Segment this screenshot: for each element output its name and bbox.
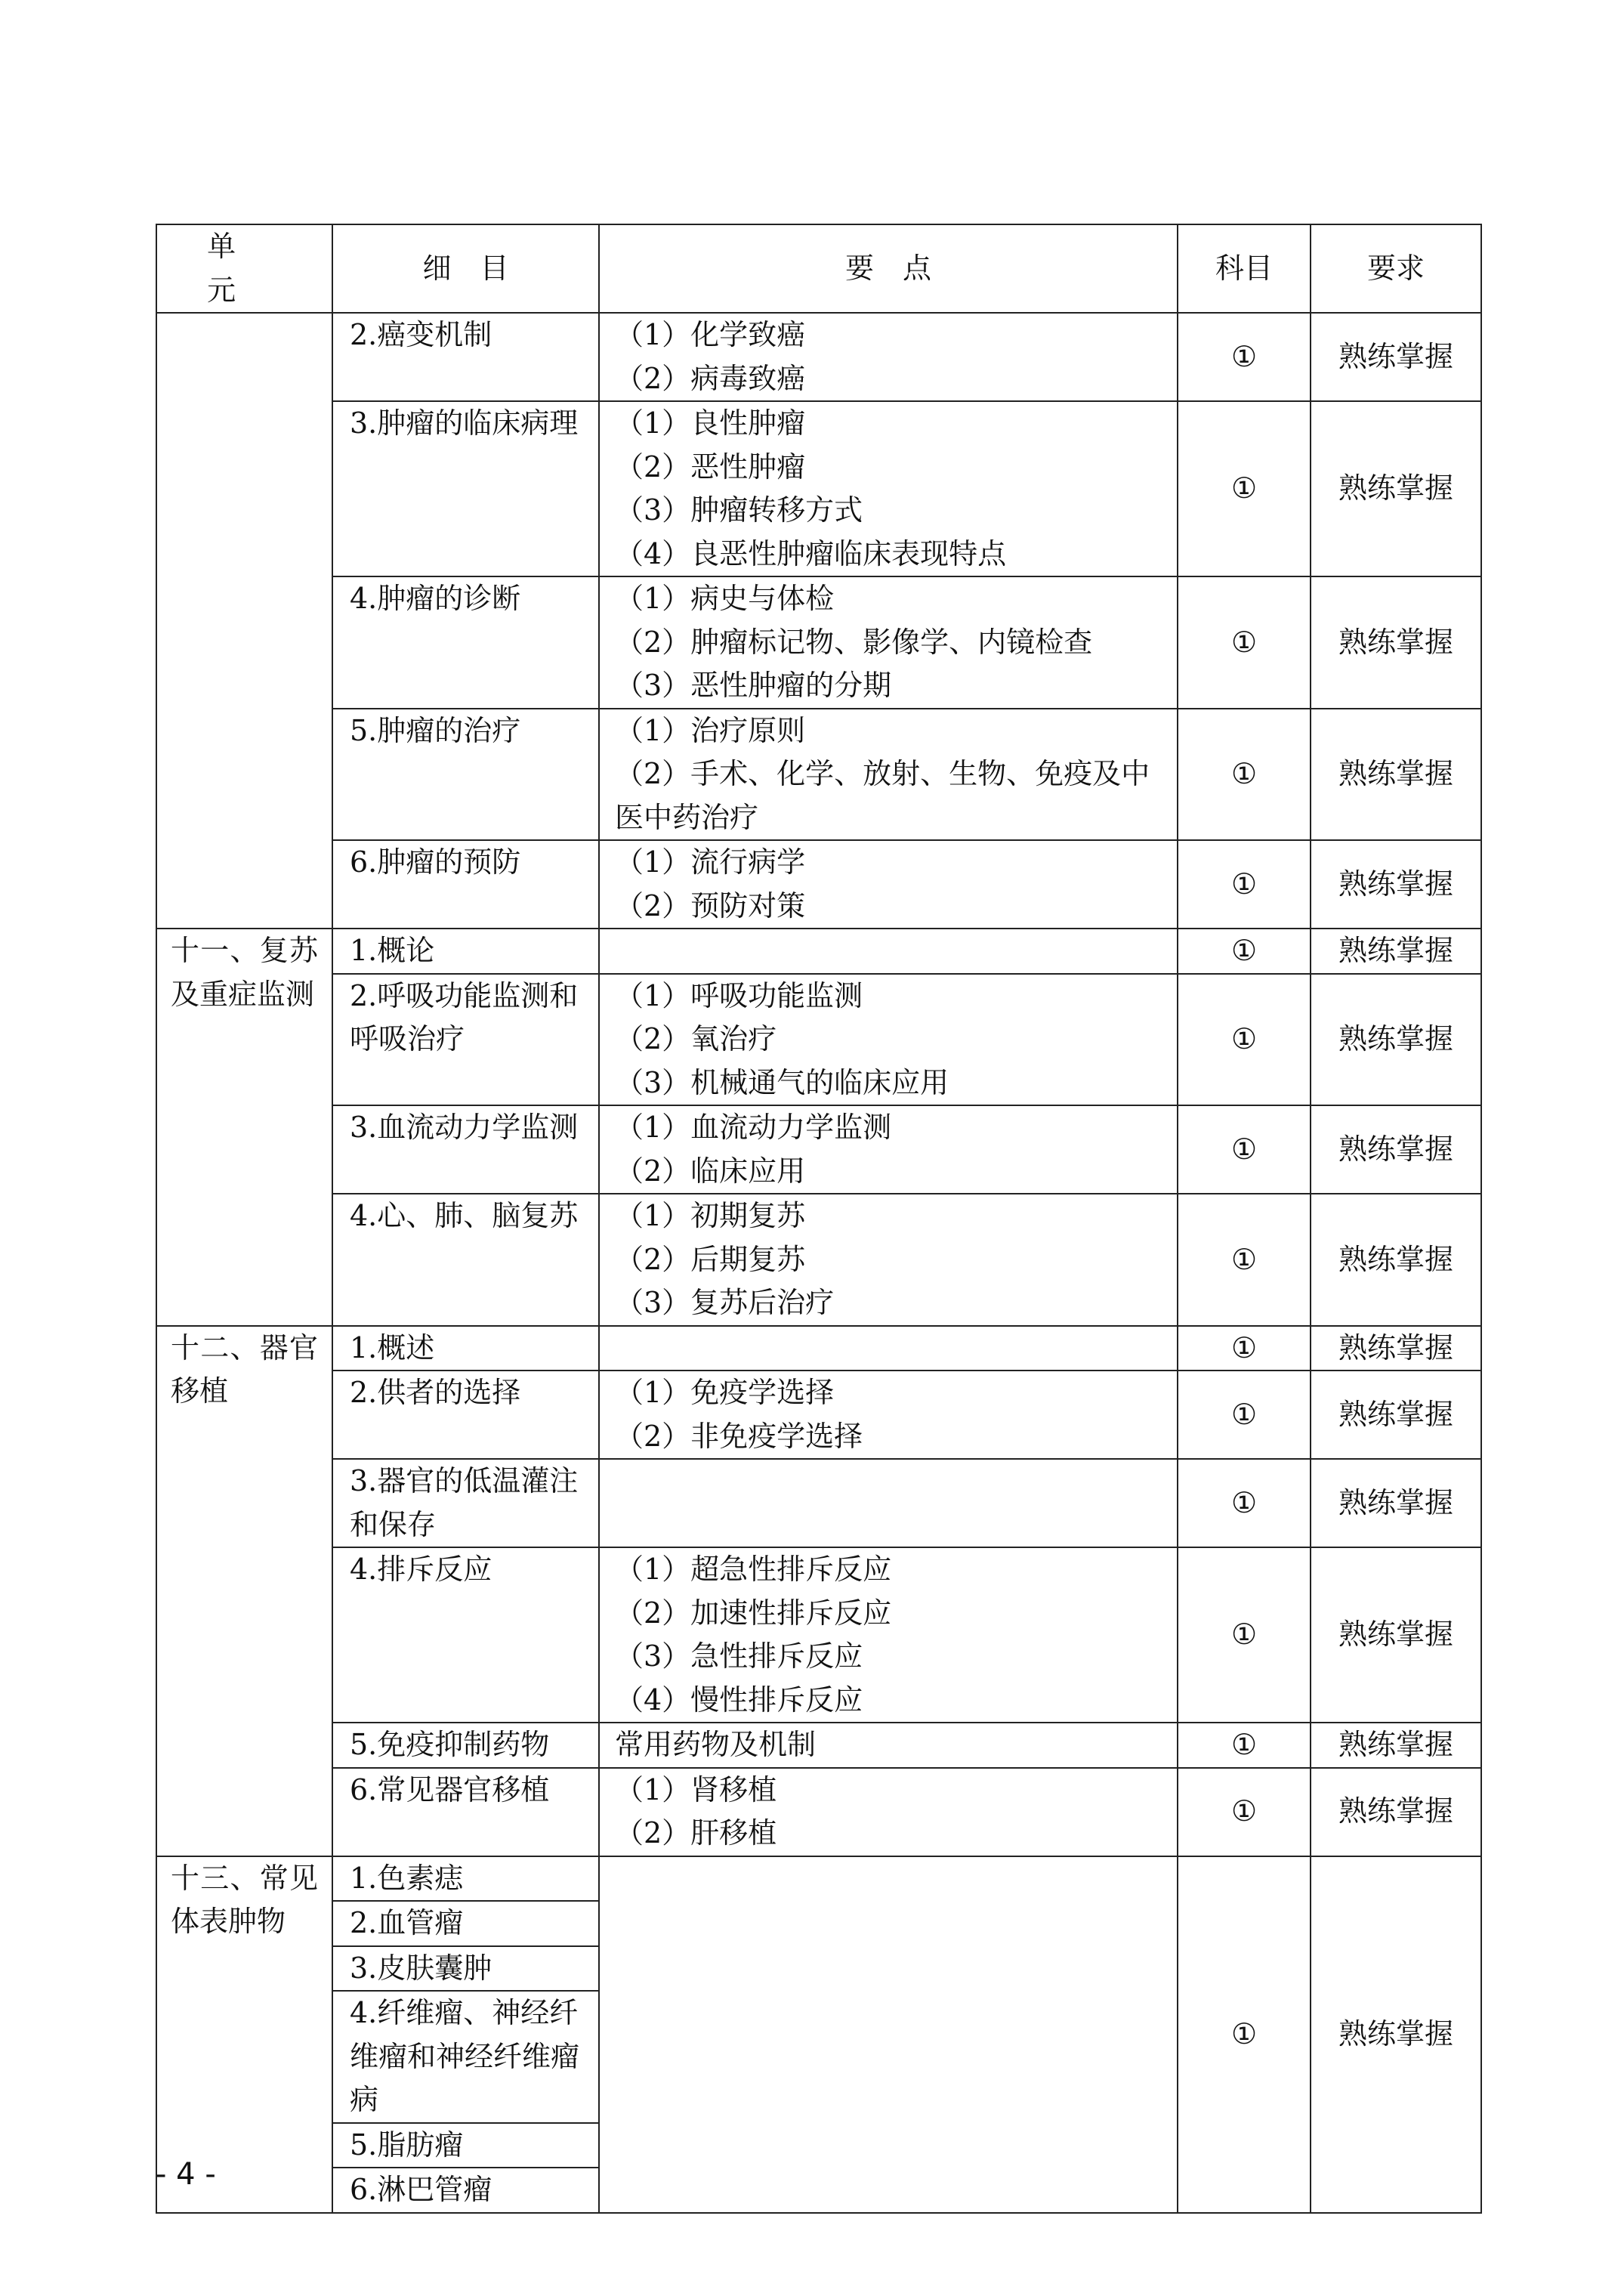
table-row bbox=[156, 1723, 1481, 1768]
detail-cell: 3.器官的低温灌注和保存 bbox=[332, 1459, 599, 1547]
point-item: （1）初期复苏 bbox=[615, 1199, 806, 1232]
points-cell bbox=[599, 929, 1178, 974]
header-unit: 单 元 bbox=[156, 224, 332, 313]
points-cell bbox=[599, 1547, 1178, 1723]
requirement-cell: 熟练掌握 bbox=[1311, 974, 1481, 1106]
detail-cell: 3.肿瘤的临床病理 bbox=[332, 401, 599, 576]
subject-cell: ① bbox=[1178, 1547, 1311, 1723]
points-cell bbox=[599, 401, 1178, 576]
header-requirement: 要求 bbox=[1311, 224, 1481, 313]
subject-cell: ① bbox=[1178, 1371, 1311, 1459]
points-cell bbox=[599, 1723, 1178, 1768]
subject-cell: ① bbox=[1178, 313, 1311, 401]
requirement-cell: 熟练掌握 bbox=[1311, 1768, 1481, 1856]
detail-cell: 3.皮肤囊肿 bbox=[332, 1946, 599, 1992]
unit-cell: 十二、器官移植 bbox=[156, 1326, 332, 1856]
table-row bbox=[156, 974, 1481, 1106]
points-cell bbox=[599, 313, 1178, 401]
point-item: （1）良性肿瘤 bbox=[615, 406, 806, 440]
point-item: （2）氧治疗 bbox=[615, 1022, 777, 1055]
subject-cell: ① bbox=[1178, 1768, 1311, 1856]
subject-cell: ① bbox=[1178, 840, 1311, 929]
points-cell bbox=[599, 576, 1178, 709]
requirement-cell: 熟练掌握 bbox=[1311, 1105, 1481, 1194]
header-points: 要 点 bbox=[599, 224, 1178, 313]
subject-cell: ① bbox=[1178, 1856, 1311, 2213]
point-item: （1）血流动力学监测 bbox=[615, 1111, 892, 1144]
detail-cell: 2.供者的选择 bbox=[332, 1371, 599, 1459]
point-item: （2）后期复苏 bbox=[615, 1242, 806, 1276]
detail-cell: 2.呼吸功能监测和呼吸治疗 bbox=[332, 974, 599, 1106]
point-item: （3）恶性肿瘤的分期 bbox=[615, 669, 892, 702]
subject-cell: ① bbox=[1178, 576, 1311, 709]
points-cell bbox=[599, 974, 1178, 1106]
requirement-cell: 熟练掌握 bbox=[1311, 1856, 1481, 2213]
requirement-cell: 熟练掌握 bbox=[1311, 1547, 1481, 1723]
points-cell bbox=[599, 1194, 1178, 1326]
detail-cell: 2.癌变机制 bbox=[332, 313, 599, 401]
table-row bbox=[156, 1105, 1481, 1194]
table-row bbox=[156, 1459, 1481, 1547]
header-detail: 细 目 bbox=[332, 224, 599, 313]
requirement-cell: 熟练掌握 bbox=[1311, 840, 1481, 929]
table-row bbox=[156, 1194, 1481, 1326]
point-item: （2）临床应用 bbox=[615, 1154, 806, 1188]
point-item: （1）病史与体检 bbox=[615, 582, 835, 615]
detail-cell: 5.脂肪瘤 bbox=[332, 2123, 599, 2168]
detail-cell: 4.纤维瘤、神经纤维瘤和神经纤维瘤病 bbox=[332, 1991, 599, 2123]
requirement-cell: 熟练掌握 bbox=[1311, 709, 1481, 841]
syllabus-table bbox=[156, 224, 1482, 2214]
table-row bbox=[156, 709, 1481, 841]
detail-cell: 4.肿瘤的诊断 bbox=[332, 576, 599, 709]
detail-cell: 1.概述 bbox=[332, 1326, 599, 1371]
detail-cell: 2.血管瘤 bbox=[332, 1901, 599, 1946]
table-row bbox=[156, 840, 1481, 929]
table-row bbox=[156, 1768, 1481, 1856]
subject-cell: ① bbox=[1178, 1326, 1311, 1371]
table-row bbox=[156, 1547, 1481, 1723]
point-item: （4）良恶性肿瘤临床表现特点 bbox=[615, 536, 1007, 570]
point-item: （2）手术、化学、放射、生物、免疫及中医中药治疗 bbox=[615, 757, 1150, 834]
point-item: （1）肾移植 bbox=[615, 1772, 777, 1806]
point-item: （4）慢性排斥反应 bbox=[615, 1683, 863, 1717]
table-body bbox=[156, 313, 1481, 2213]
points-cell bbox=[599, 709, 1178, 841]
requirement-cell: 熟练掌握 bbox=[1311, 1326, 1481, 1371]
point-item: （3）复苏后治疗 bbox=[615, 1286, 835, 1319]
subject-cell: ① bbox=[1178, 1194, 1311, 1326]
subject-cell: ① bbox=[1178, 1459, 1311, 1547]
table-row bbox=[156, 1371, 1481, 1459]
subject-cell: ① bbox=[1178, 401, 1311, 576]
point-item: （2）加速性排斥反应 bbox=[615, 1596, 892, 1630]
unit-cell: 十一、复苏及重症监测 bbox=[156, 929, 332, 1326]
points-cell bbox=[599, 1768, 1178, 1856]
subject-cell: ① bbox=[1178, 1723, 1311, 1768]
points-cell bbox=[599, 840, 1178, 929]
subject-cell: ① bbox=[1178, 1105, 1311, 1194]
header-row bbox=[156, 224, 1481, 313]
detail-cell: 1.概论 bbox=[332, 929, 599, 974]
table-row bbox=[156, 929, 1481, 974]
subject-cell: ① bbox=[1178, 929, 1311, 974]
detail-cell: 5.肿瘤的治疗 bbox=[332, 709, 599, 841]
points-cell bbox=[599, 1105, 1178, 1194]
point-item: （1）呼吸功能监测 bbox=[615, 978, 863, 1012]
page-number: - 4 - bbox=[156, 2157, 216, 2192]
requirement-cell: 熟练掌握 bbox=[1311, 1194, 1481, 1326]
point-item: （2）病毒致癌 bbox=[615, 361, 806, 395]
point-item: （2）恶性肿瘤 bbox=[615, 450, 806, 484]
subject-cell: ① bbox=[1178, 709, 1311, 841]
points-cell bbox=[599, 1326, 1178, 1371]
point-item: （1）免疫学选择 bbox=[615, 1376, 835, 1409]
requirement-cell: 熟练掌握 bbox=[1311, 401, 1481, 576]
point-item: （2）预防对策 bbox=[615, 888, 806, 922]
detail-cell: 6.淋巴管瘤 bbox=[332, 2168, 599, 2213]
table-row bbox=[156, 401, 1481, 576]
point-item: （1）治疗原则 bbox=[615, 713, 806, 747]
point-item: （1）化学致癌 bbox=[615, 318, 806, 351]
points-cell bbox=[599, 1856, 1178, 2213]
points-cell bbox=[599, 1371, 1178, 1459]
detail-cell: 5.免疫抑制药物 bbox=[332, 1723, 599, 1768]
header-subject: 科目 bbox=[1178, 224, 1311, 313]
table-row bbox=[156, 1856, 1481, 1902]
point-item: （3）肿瘤转移方式 bbox=[615, 493, 863, 527]
point-item: （1）流行病学 bbox=[615, 845, 806, 879]
requirement-cell: 熟练掌握 bbox=[1311, 313, 1481, 401]
detail-cell: 6.常见器官移植 bbox=[332, 1768, 599, 1856]
detail-cell: 1.色素痣 bbox=[332, 1856, 599, 1902]
unit-cell: 十三、常见体表肿物 bbox=[156, 1856, 332, 2213]
detail-cell: 4.心、肺、脑复苏 bbox=[332, 1194, 599, 1326]
point-item: 常用药物及机制 bbox=[615, 1728, 817, 1761]
requirement-cell: 熟练掌握 bbox=[1311, 1459, 1481, 1547]
point-item: （2）非免疫学选择 bbox=[615, 1419, 863, 1453]
points-cell bbox=[599, 1459, 1178, 1547]
requirement-cell: 熟练掌握 bbox=[1311, 1371, 1481, 1459]
detail-cell: 6.肿瘤的预防 bbox=[332, 840, 599, 929]
detail-cell: 3.血流动力学监测 bbox=[332, 1105, 599, 1194]
requirement-cell: 熟练掌握 bbox=[1311, 576, 1481, 709]
detail-cell: 4.排斥反应 bbox=[332, 1547, 599, 1723]
point-item: （2）肝移植 bbox=[615, 1816, 777, 1850]
table-row bbox=[156, 313, 1481, 401]
unit-cell bbox=[156, 313, 332, 929]
point-item: （3）机械通气的临床应用 bbox=[615, 1065, 949, 1099]
point-item: （3）急性排斥反应 bbox=[615, 1639, 863, 1673]
requirement-cell: 熟练掌握 bbox=[1311, 929, 1481, 974]
table-row bbox=[156, 1326, 1481, 1371]
requirement-cell: 熟练掌握 bbox=[1311, 1723, 1481, 1768]
point-item: （2）肿瘤标记物、影像学、内镜检查 bbox=[615, 625, 1093, 659]
point-item: （1）超急性排斥反应 bbox=[615, 1553, 892, 1586]
subject-cell: ① bbox=[1178, 974, 1311, 1106]
table-row bbox=[156, 576, 1481, 709]
